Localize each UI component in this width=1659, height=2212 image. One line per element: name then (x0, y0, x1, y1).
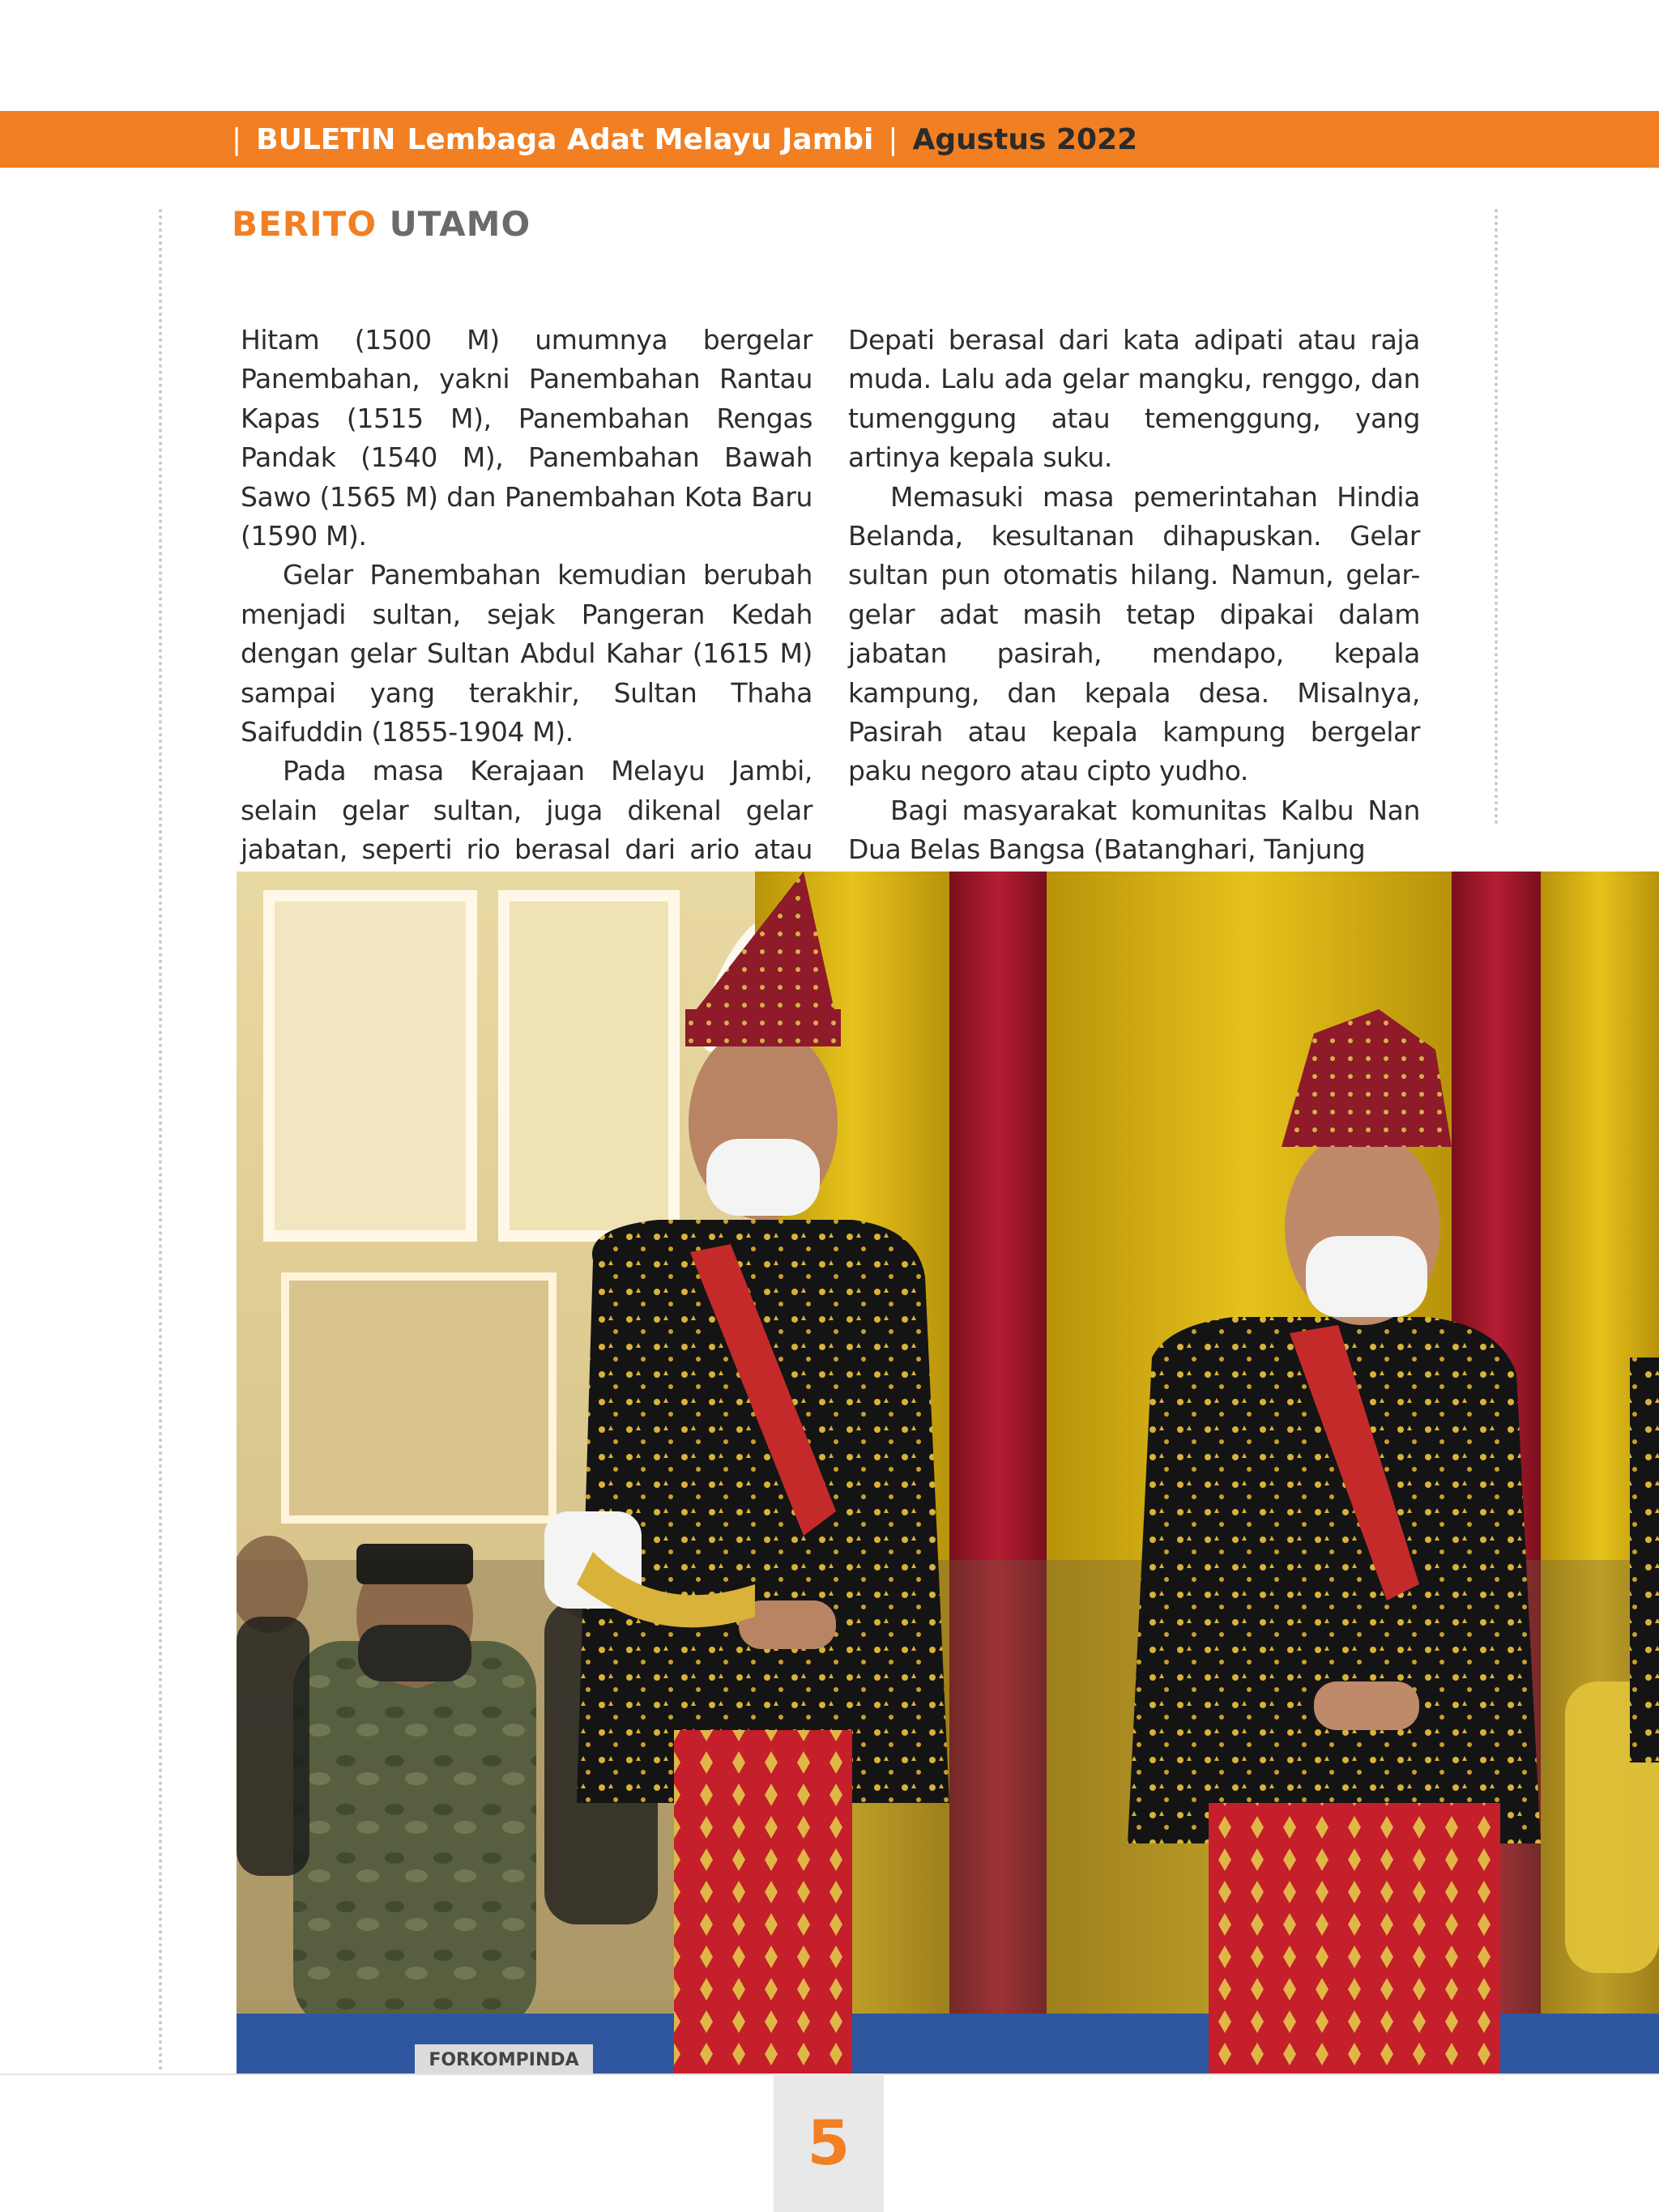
section-title-part1: BERITO (232, 204, 377, 244)
paragraph: Memasuki masa pemerintahan Hindia Belanda, kesultanan dihapuskan. Gelar sultan pun otomatis hilang. Namun, gelar-gelar adat masih tetap dipakai dalam jabatan pasirah, mendapo, kepala kampung, dan kepala desa. Misalnya, Pasirah atau kepala kampung bergelar paku negoro atau cipto yudho. (848, 480, 1420, 787)
paragraph: Hitam (1500 M) umumnya bergelar Panembahan, yakni Panembahan Rantau Kapas (1515 M), Panembahan Rengas Pandak (1540 M), Panembahan Bawah Sawo (1565 M) dan Panembahan Kota Baru (1590 M). (241, 324, 812, 552)
header (228, 111, 1137, 168)
paragraph: Depati berasal dari kata adipati atau raja muda. Lalu ada gelar mangku, renggo, dan tumenggung atau temenggung, yang artinya kepala suku. (848, 324, 1420, 474)
paragraph: Gelar Panembahan kemudian berubah menjadi sultan, sejak Pangeran Kedah dengan gelar Sultan Abdul Kahar (1615 M) sampai yang terakhir, Sultan Thaha Saifuddin (1855-1904 M). (241, 559, 812, 748)
column-rule-left (159, 209, 162, 2072)
article-column-right (848, 321, 1420, 870)
header-divider: | (888, 122, 898, 156)
section-title-part2: UTAMO (389, 204, 531, 244)
article-column-left (241, 321, 812, 909)
page-number-box (774, 2073, 884, 2212)
header-divider: | (232, 122, 242, 156)
photo-banner-text: FORKOMPINDA (429, 2050, 579, 2070)
header-date: Agustus 2022 (912, 122, 1138, 156)
article-photo (237, 872, 1659, 2073)
column-rule-right (1495, 209, 1498, 825)
paragraph: Bagi masyarakat komunitas Kalbu Nan Dua Belas Bangsa (Batanghari, Tanjung (848, 794, 1420, 866)
ceremony-photo-illustration (237, 872, 1659, 2073)
paragraph: Pada masa Kerajaan Melayu Jambi, selain gelar sultan, juga dikenal gelar jabatan, seperti rio berasal dari ario atau (241, 755, 812, 866)
header-institution: Lembaga Adat Melayu Jambi (407, 122, 874, 156)
section-title (232, 204, 531, 244)
header-publication: BULETIN (256, 122, 396, 156)
page-number: 5 (807, 2107, 851, 2179)
